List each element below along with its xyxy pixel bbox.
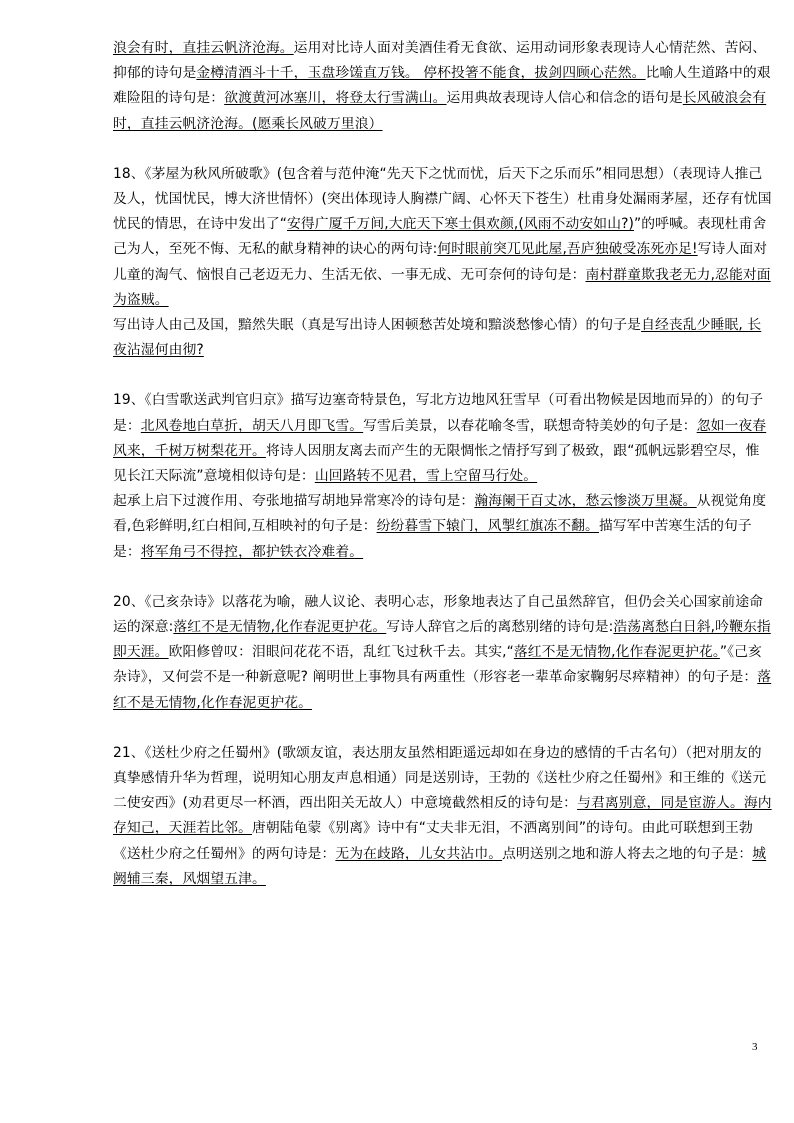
paragraph — [113, 36, 773, 137]
text-run: 点明送别之地和游人将去之地的句子是： — [502, 845, 753, 862]
paragraph — [113, 388, 773, 489]
underlined-answer: 无为在歧路，儿女共沾巾。 — [335, 845, 503, 862]
text-run: 从视觉角度看,色彩鲜明,红白相间,互相映衬的句子是： — [113, 493, 767, 535]
underlined-answer: 北风卷地白草折，胡天八月即飞雪。 — [140, 417, 364, 434]
underlined-answer: 自经丧乱少睡眠, 长夜沾湿何由彻? — [113, 317, 762, 359]
paragraph — [113, 489, 773, 565]
text-run: 运用对比诗人面对美酒佳肴无食欲、运用动词形象表现诗人心情茫然、苦闷、抑郁的诗句是 — [113, 40, 767, 82]
text-run: 21、《送杜少府之任蜀州》(歌颂友谊，表达朋友虽然相距遥远却如在身边的感情的千古名句）（把对朋友的真挚感情升华为哲理，说明知心朋友声息相通）同是送别诗，王勃的《送杜少府之任蜀州》和王维的《送元二使安西》(劝君更尽一杯酒，西出阳关无故人）中意境截然相反的诗句是： — [113, 744, 767, 812]
page-number: 3 — [752, 1041, 758, 1053]
underlined-answer: 金樽清酒斗十千，玉盘珍馐直万钱。 停杯投箸不能食，拔剑四顾心茫然。 — [196, 65, 646, 82]
underlined-answer: 与君离别意，同是宦游人。 — [577, 795, 744, 812]
underlined-answer: 将军角弓不得控，都护铁衣冷难着。 — [140, 543, 364, 560]
underlined-answer: 海内存知己，天涯若比邻。 — [113, 795, 772, 837]
underlined-answer: 落红不是无情物,化作春泥更护花。 — [113, 669, 772, 711]
text-run: 描写军中苦寒生活的句子是： — [113, 518, 752, 560]
underlined-answer: 浩荡离愁白日斜,吟鞭东指即天涯。 — [113, 619, 771, 661]
text-run: 写诗人面对儿童的淘气、恼恨自己老迈无力、生活无依、一事无成、无可奈何的诗句是： — [113, 241, 768, 283]
underlined-answer: 纷纷暮雪下辕门，风掣红旗冻不翻。 — [376, 518, 599, 535]
text-run: 写出诗人由己及国，黯然失眠（真是写出诗人困顿愁苦处境和黯淡愁惨心情）的句子是 — [113, 317, 642, 334]
paragraph — [113, 590, 773, 716]
text-run: 起承上启下过渡作用、夸张地描写胡地异常寒冷的诗句是： — [113, 493, 475, 510]
text-run: ”的呼喊。表现杜甫舍己为人，至死不悔、无私的献身精神的诀心的两句诗: — [113, 216, 767, 258]
underlined-answer: 南村群童欺我老无力,忍能对面为盗贼。 — [113, 266, 771, 308]
text-run: 运用典故表现诗人信心和信念的语句是 — [446, 90, 683, 107]
page-body — [113, 36, 773, 892]
text-run: 18、《茅屋为秋风所破歌》(包含着与范仲淹“先天下之忧而忧，后天下之乐而乐”相同思想）（表现诗人推己及人，忧国忧民，博大济世情怀）(突出体现诗人胸襟广阔、心怀天下苍生）杜甫身处漏雨茅屋，还存有忧国忧民的情思，在诗中发出了“ — [113, 165, 772, 233]
underlined-answer: 长风破浪会有时，直挂云帆济沧海。(愿乘长风破万里浪） — [113, 90, 767, 132]
underlined-answer: 浪会有时，直挂云帆济沧海。 — [113, 40, 294, 56]
paragraph — [113, 313, 773, 363]
text-run: 写诗人辞官之后的离愁别绪的诗句是: — [386, 619, 614, 636]
text-run: ”《己亥杂诗》，又何尝不是一种新意呢? 阐明世上事物具有两重性（形容老一辈革命家鞠躬尽瘁精神）的句子是： — [113, 644, 762, 686]
paragraph — [113, 741, 773, 892]
underlined-answer: 瀚海阑干百丈冰，愁云惨淡万里凝。 — [474, 493, 697, 510]
text-run: 20、《己亥杂诗》以落花为喻，融人议论、表明心志，形象地表达了自己虽然辞官，但仍会关心国家前途命运的深意: — [113, 593, 764, 636]
underlined-answer: 城阙辅三秦，风烟望五津。 — [113, 845, 767, 887]
underlined-answer: 何时眼前突兀见此屋,吾庐独破受冻死亦足! — [437, 241, 698, 258]
underlined-answer: 落红不是无情物,化作春泥更护花。 — [513, 644, 720, 661]
underlined-answer: 山回路转不见君，雪上空留马行处。 — [314, 468, 538, 485]
paragraph — [113, 162, 773, 313]
underlined-answer: 欲渡黄河冰塞川，将登太行雪满山。 — [224, 90, 447, 107]
text-run: 欧阳修曾叹：泪眼问花花不语，乱红飞过秋千去。其实,“ — [168, 644, 514, 661]
text-run: 19、《白雪歌送武判官归京》描写边塞奇特景色，写北方边地风狂雪早（可看出物候是因地而异的）的句子是： — [113, 392, 764, 434]
text-run: 将诗人因朋友离去而产生的无限惆怅之情抒写到了极致，跟“孤帆远影碧空尽，惟见长江天际流”意境相似诗句是： — [113, 442, 760, 485]
underlined-answer: 落红不是无情物,化作春泥更护花。 — [173, 619, 387, 636]
text-run: 写雪后美景，以春花喻冬雪，联想奇特美妙的句子是： — [363, 417, 697, 434]
text-run: 比喻人生道路中的艰难险阻的诗句是： — [113, 65, 771, 107]
underlined-answer: 忽如一夜春风来，千树万树梨花开。 — [113, 417, 767, 459]
underlined-answer: 安得广厦千万间,大庇天下寒士俱欢颜,(风雨不动安如山?) — [287, 216, 635, 233]
text-run: 唐朝陆龟蒙《别离》诗中有“丈夫非无泪，不洒离别间”的诗句。由此可联想到王勃《送杜少府之任蜀州》的两句诗是： — [113, 820, 753, 862]
